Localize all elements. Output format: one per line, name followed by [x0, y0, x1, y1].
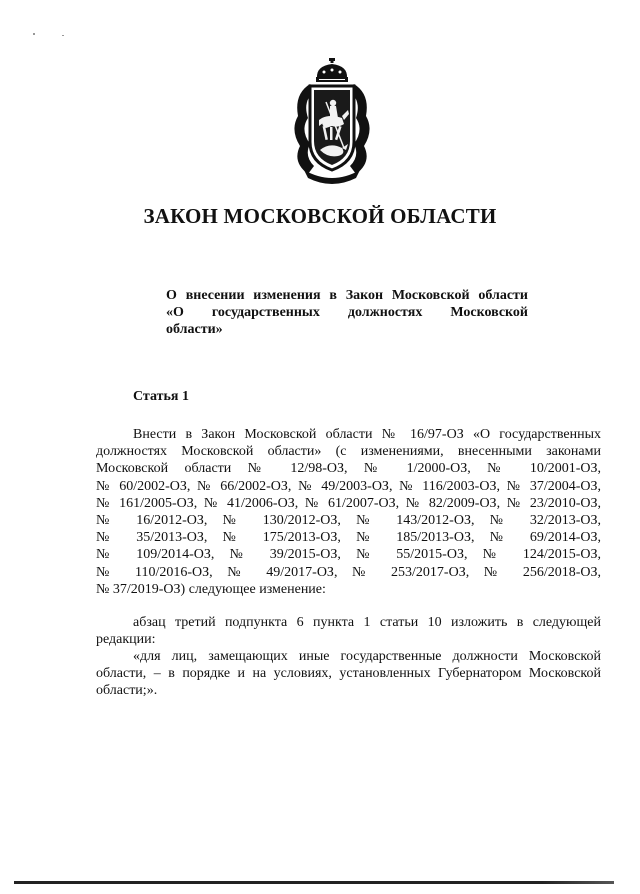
- paragraph-line: «для лиц, замещающих иные государственные должности Московской: [133, 649, 601, 664]
- paragraph-line: области;».: [96, 683, 158, 699]
- paragraph-line: № 110/2016-ОЗ, № 49/2017-ОЗ, № 253/2017-ОЗ, № 256/2018-ОЗ,: [96, 564, 601, 580]
- scan-speck: [33, 33, 35, 35]
- paragraph-line: Внести в Закон Московской области № 16/97-ОЗ «О государственных: [133, 427, 601, 442]
- paragraph-line: абзац третий подпункта 6 пункта 1 статьи 10 изложить в следующей: [133, 615, 601, 630]
- paragraph-line: № 60/2002-ОЗ, № 66/2002-ОЗ, № 49/2003-ОЗ, № 116/2003-ОЗ, № 37/2004-ОЗ,: [96, 478, 601, 494]
- scan-speck: [62, 35, 64, 36]
- paragraph-line: должностях Московской области» (с изменениями, внесенными законами: [96, 444, 601, 460]
- subject-line: области»: [166, 322, 223, 337]
- coat-of-arms-emblem: [286, 58, 378, 186]
- article-paragraph-new-wording: [96, 648, 601, 700]
- page-bottom-rule: [14, 881, 614, 884]
- subject-line: «О государственных должностях Московской: [166, 305, 528, 320]
- article-paragraph-amendment: [96, 426, 601, 598]
- paragraph-line: № 161/2005-ОЗ, № 41/2006-ОЗ, № 61/2007-ОЗ, № 82/2009-ОЗ, № 23/2010-ОЗ,: [96, 495, 601, 511]
- law-title: ЗАКОН МОСКОВСКОЙ ОБЛАСТИ: [143, 204, 497, 228]
- paragraph-line: № 37/2019-ОЗ) следующее изменение:: [96, 581, 326, 597]
- subject-line: О внесении изменения в Закон Московской области: [166, 288, 528, 303]
- paragraph-line: № 35/2013-ОЗ, № 175/2013-ОЗ, № 185/2013-ОЗ, № 69/2014-ОЗ,: [96, 530, 601, 546]
- article-paragraph-instruction: [96, 614, 601, 648]
- law-subject: [166, 287, 528, 338]
- paragraph-line: редакции:: [96, 632, 156, 648]
- paragraph-line: № 109/2014-ОЗ, № 39/2015-ОЗ, № 55/2015-ОЗ, № 124/2015-ОЗ,: [96, 547, 601, 563]
- article-title: Статья 1: [133, 389, 189, 404]
- paragraph-line: № 16/2012-ОЗ, № 130/2012-ОЗ, № 143/2012-ОЗ, № 32/2013-ОЗ,: [96, 513, 601, 529]
- paragraph-line: области, – в порядке и на условиях, установленных Губернатором Московской: [96, 666, 601, 682]
- paragraph-line: Московской области № 12/98-ОЗ, № 1/2000-ОЗ, № 10/2001-ОЗ,: [96, 461, 601, 477]
